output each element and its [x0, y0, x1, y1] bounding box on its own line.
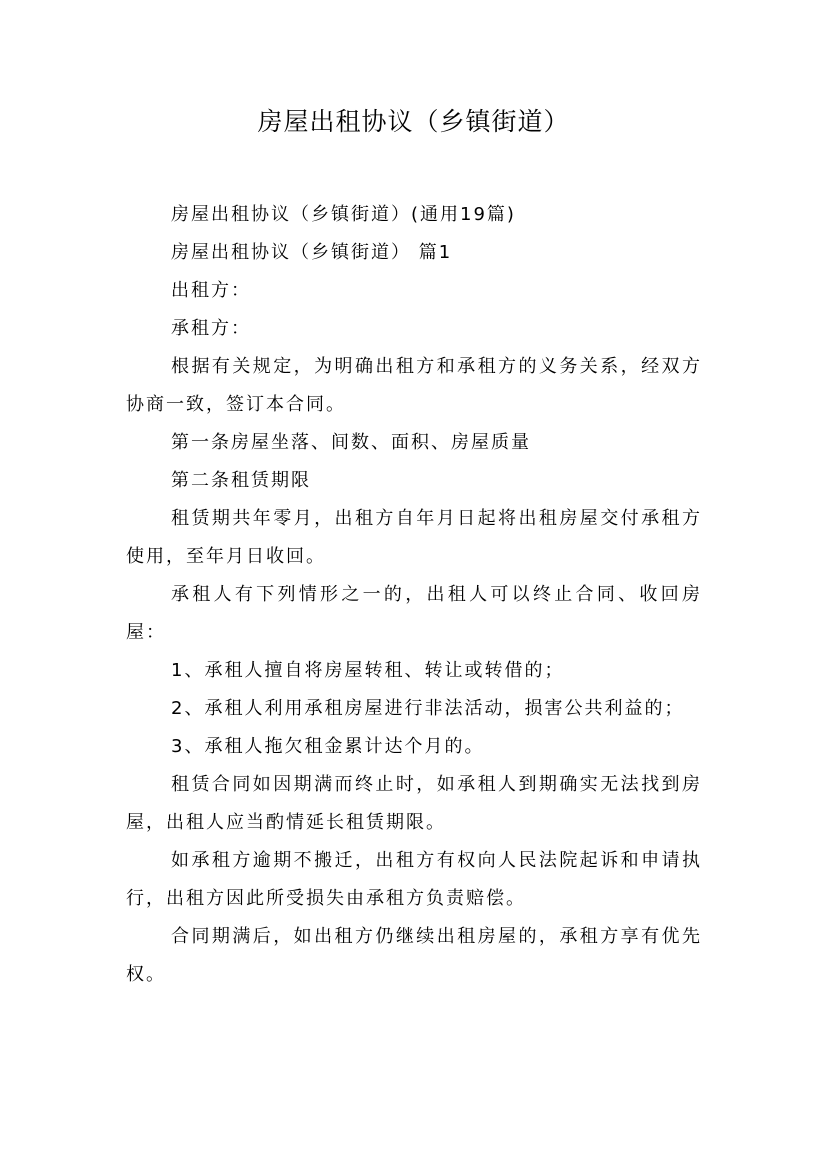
paragraph-subtitle: 房屋出租协议（乡镇街道）(通用19篇) [171, 204, 516, 225]
paragraph-priority: 合同期满后，如出租方仍继续出租房屋的，承租方享有优先权。 [126, 926, 702, 985]
paragraph-lessor: 出租方： [171, 280, 251, 301]
paragraph-extension: 租赁合同如因期满而终止时，如承租人到期确实无法找到房屋，出租人应当酌情延长租赁期限。 [126, 774, 702, 833]
paragraph-article-2: 第二条租赁期限 [171, 470, 311, 491]
document-title: 房屋出租协议（乡镇街道） [257, 107, 570, 136]
paragraph-clause-1: 1、承租人擅自将房屋转租、转让或转借的； [171, 660, 565, 681]
paragraph-clause-2: 2、承租人利用承租房屋进行非法活动，损害公共利益的； [171, 698, 685, 719]
paragraph-article-1: 第一条房屋坐落、间数、面积、房屋质量 [171, 432, 531, 453]
paragraph-clause-3: 3、承租人拖欠租金累计达个月的。 [171, 736, 485, 757]
document-body [126, 196, 702, 994]
paragraph-lease-term: 租赁期共年零月，出租方自年月日起将出租房屋交付承租方使用，至年月日收回。 [126, 508, 702, 567]
paragraph-section-heading: 房屋出租协议（乡镇街道） 篇1 [171, 242, 453, 263]
paragraph-preamble: 根据有关规定，为明确出租方和承租方的义务关系，经双方协商一致，签订本合同。 [126, 356, 702, 415]
paragraph-overdue: 如承租方逾期不搬迁，出租方有权向人民法院起诉和申请执行，出租方因此所受损失由承租方负责赔偿。 [126, 850, 702, 909]
paragraph-termination: 承租人有下列情形之一的，出租人可以终止合同、收回房屋： [126, 584, 702, 643]
paragraph-lessee: 承租方： [171, 318, 251, 339]
